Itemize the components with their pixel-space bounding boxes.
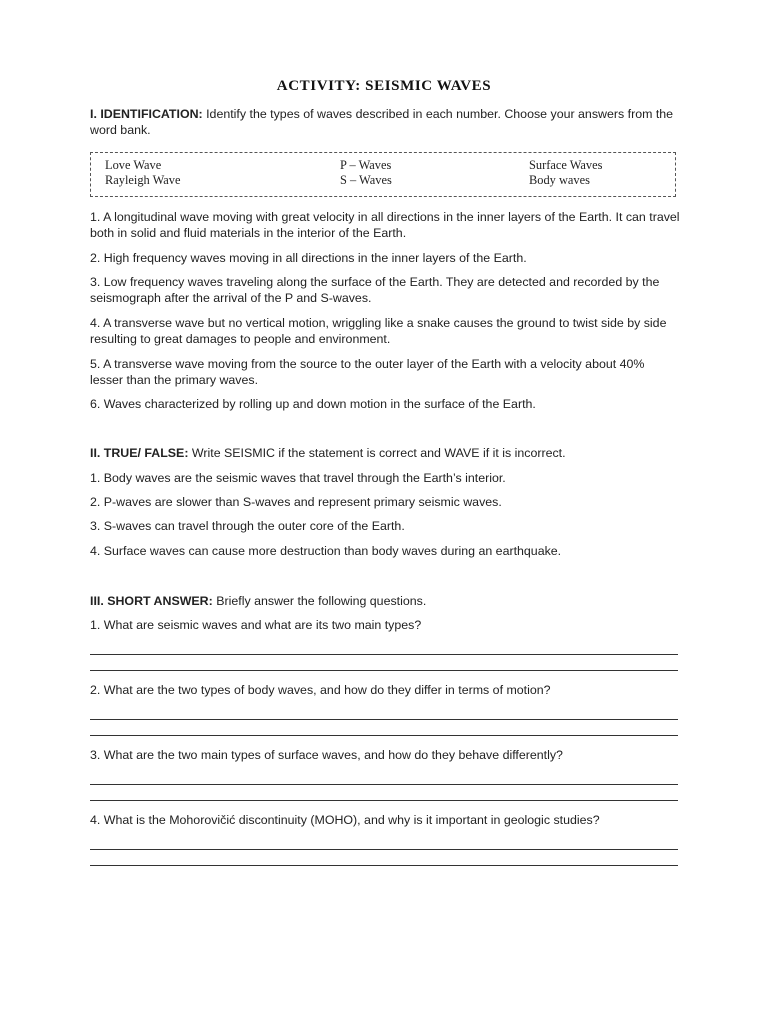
short-answer-question-2: 2. What are the two types of body waves, and how do they differ in terms of motion?: [90, 683, 551, 697]
identification-item-1: 1. A longitudinal wave moving with great velocity in all directions in the inner layers of the Earth. It can travel both in solid and fluid materials in the interior of the Earth.: [90, 210, 680, 240]
true-false-instructions: [90, 445, 680, 461]
word-bank-item: Surface Waves: [529, 158, 603, 172]
true-false-item-4: 4. Surface waves can cause more destruction than body waves during an earthquake.: [90, 544, 562, 558]
identification-item-6: 6. Waves characterized by rolling up and down motion in the surface of the Earth.: [90, 397, 536, 411]
page-title: ACTIVITY: SEISMIC WAVES: [276, 78, 492, 94]
short-answer-question-3: 3. What are the two main types of surface waves, and how do they behave differently?: [90, 748, 563, 762]
identification-instruction: Identify the types of waves described in each number. Choose your answers from the word bank.: [90, 107, 674, 137]
identification-item-5: 5. A transverse wave moving from the source to the outer layer of the Earth with a velocity about 40% lesser than the primary waves.: [90, 357, 645, 387]
true-false-item-2: 2. P-waves are slower than S-waves and represent primary seismic waves.: [90, 495, 502, 509]
true-false-item-3: 3. S-waves can travel through the outer core of the Earth.: [90, 519, 405, 533]
true-false-instruction: Write SEISMIC if the statement is correct and WAVE if it is incorrect.: [191, 446, 566, 460]
answer-line[interactable]: [90, 784, 678, 785]
answer-line[interactable]: [90, 735, 678, 736]
word-bank-item: Rayleigh Wave: [105, 173, 181, 187]
short-answer-question-1: 1. What are seismic waves and what are its two main types?: [90, 618, 422, 632]
identification-instructions: [90, 106, 680, 138]
identification-item-2: 2. High frequency waves moving in all directions in the inner layers of the Earth.: [90, 251, 527, 265]
answer-line[interactable]: [90, 865, 678, 866]
word-bank-item: Love Wave: [105, 158, 162, 172]
answer-line[interactable]: [90, 800, 678, 801]
word-bank-item: Body waves: [529, 173, 590, 187]
short-answer-instruction: Briefly answer the following questions.: [216, 594, 427, 608]
answer-line[interactable]: [90, 849, 678, 850]
short-answer-heading: III. SHORT ANSWER:: [90, 594, 213, 608]
answer-line[interactable]: [90, 670, 678, 671]
short-answer-question-4: 4. What is the Mohorovičić discontinuity (MOHO), and why is it important in geologic studies?: [90, 813, 600, 827]
word-bank-item: P – Waves: [340, 158, 392, 172]
identification-heading: I. IDENTIFICATION:: [90, 107, 203, 121]
identification-item-3: 3. Low frequency waves traveling along the surface of the Earth. They are detected and recorded by the seismograph after the arrival of the P and S-waves.: [90, 275, 660, 305]
word-bank-item: S – Waves: [340, 173, 392, 187]
short-answer-instructions: [90, 593, 680, 609]
true-false-heading: II. TRUE/ FALSE:: [90, 446, 189, 460]
true-false-item-1: 1. Body waves are the seismic waves that travel through the Earth’s interior.: [90, 471, 506, 485]
word-bank: [90, 152, 676, 197]
answer-line[interactable]: [90, 654, 678, 655]
answer-line[interactable]: [90, 719, 678, 720]
identification-item-4: 4. A transverse wave but no vertical motion, wriggling like a snake causes the ground to twist side by side resulting to great damages to people and environment.: [90, 316, 667, 346]
